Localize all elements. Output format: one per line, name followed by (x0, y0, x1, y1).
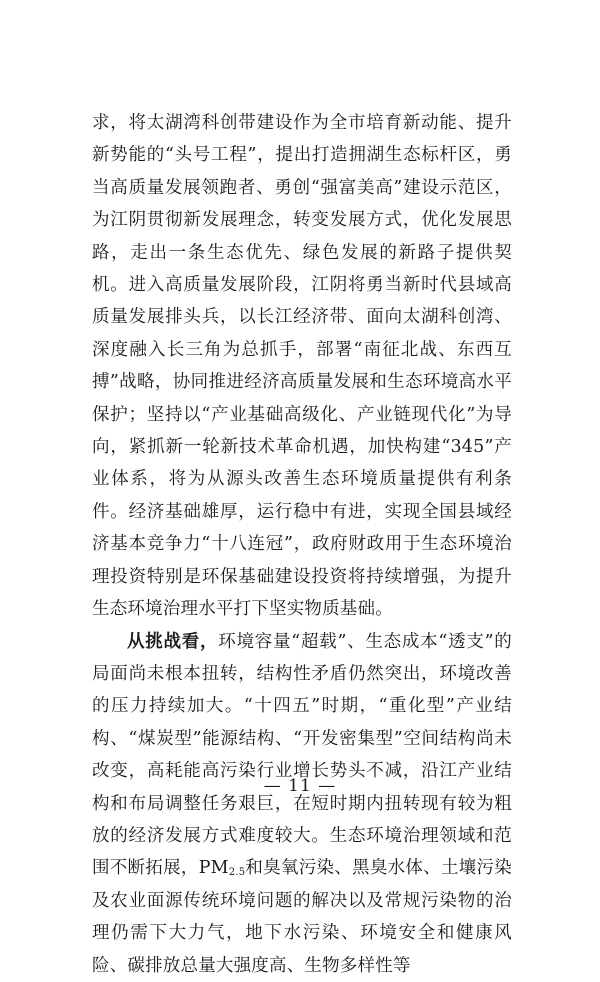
page-number: — 11 — (263, 776, 337, 796)
paragraph-challenge (92, 626, 512, 982)
pm-subscript: 2.5 (228, 867, 246, 879)
paragraph-opportunity: 求，将太湖湾科创带建设作为全市培育新动能、提升新势能的“头号工程”，提出打造拥湖生态标杆区，勇当高质量发展领跑者、勇创“强富美高”建设示范区，为江阴贯彻新发展理念，转变发展方式，优化发展思路，走出一条生态优先、绿色发展的新路子提供契机。进入高质量发展阶段，江阴将勇当新时代县域高质量发展排头兵，以长江经济带、面向太湖科创湾、深度融入长三角为总抓手，部署“南征北战、东西互搏”战略，协同推进经济高质量发展和生态环境高水平保护；坚持以“产业基础高级化、产业链现代化”为导向，紧抓新一轮新技术革命机遇，加快构建“345”产业体系，将为从源头改善生态环境质量提供有利条件。经济基础雄厚，运行稳中有进，实现全国县域经济基本竞争力“十八连冠”，政府财政用于生态环境治理投资特别是环保基础建设投资将持续增强，为提升生态环境治理水平打下坚实物质基础。 (92, 113, 512, 620)
pm-label: PM (198, 858, 229, 879)
paragraph-lead: 从挑战看， (127, 631, 219, 652)
paragraph-text-part2: 和臭氧污染、黑臭水体、土壤污染及农业面源传统环境问题的解决以及常规污染物的治理仍需下大力气，地下水污染、环境安全和健康风险、碳排放总量大强度高、生物多样性等 (92, 858, 513, 976)
body-text (92, 107, 512, 982)
paragraph-text-part1: 环境容量“超载”、生态成本“透支”的局面尚未根本扭转，结构性矛盾仍然突出，环境改善的压力持续加大。“十四五”时期，“重化型”产业结构、“煤炭型”能源结构、“开发密集型”空间结构尚未改变，高耗能高污染行业增长势头不减，沿江产业结构和布局调整任务艰巨，在短时期内扭转现有较为粗放的经济发展方式难度较大。生态环境治理领域和范围不断拓展， (92, 631, 513, 879)
